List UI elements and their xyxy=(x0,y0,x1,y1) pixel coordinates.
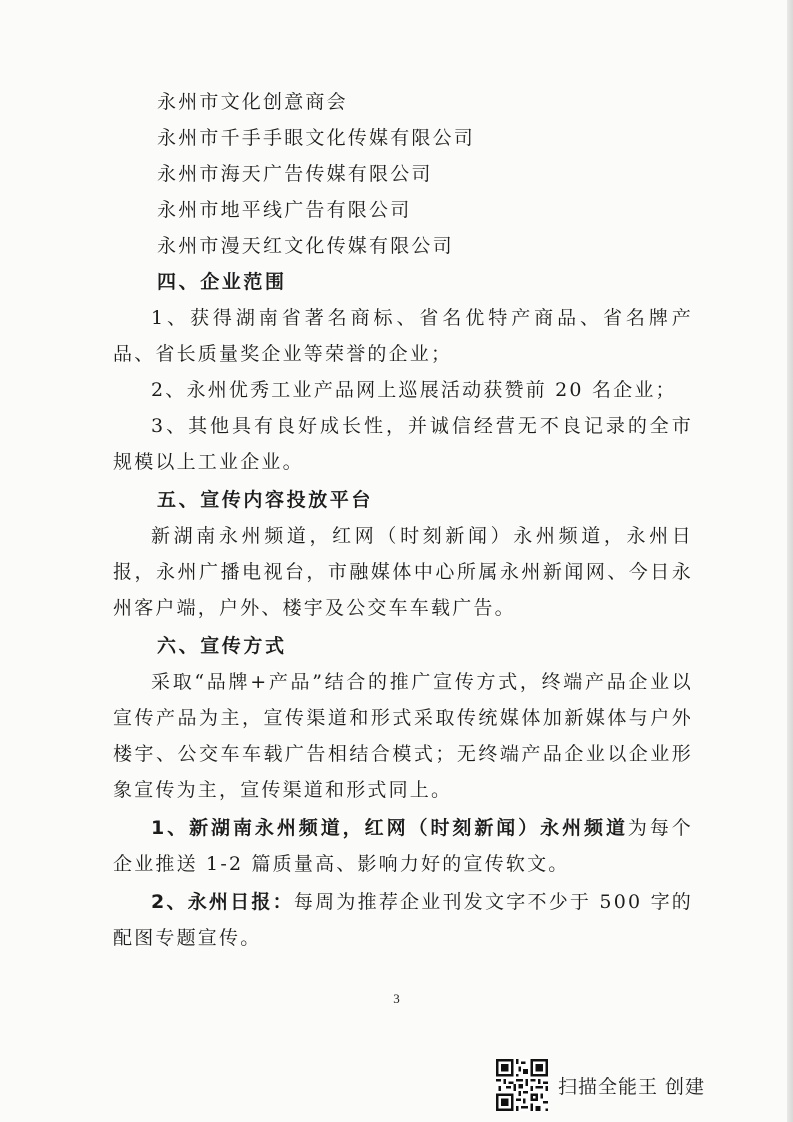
company-name: 永州市漫天红文化传媒有限公司 xyxy=(157,235,454,257)
section-6-body: 采取“品牌+产品”结合的推广宣传方式，终端产品企业以宣传产品为主，宣传渠道和形式采取传统媒体加新媒体与户外楼宇、公交车车载广告相结合模式；无终端产品企业以企业形象宣传为主，宣传渠道和形式同上。 xyxy=(113,671,693,801)
section-6-item-2-text: 每周为推荐企业刊发文字不少于 500 字的配图专题宣传。 xyxy=(113,891,694,949)
company-name: 永州市千手手眼文化传媒有限公司 xyxy=(157,127,476,149)
page-edge-shadow xyxy=(787,0,793,1122)
section-6-item-1-lead: 1、新湖南永州频道，红网（时刻新闻）永州频道 xyxy=(151,817,628,839)
section-6-item-2 xyxy=(113,884,693,956)
section-5-body: 新湖南永州频道，红网（时刻新闻）永州频道，永州日报，永州广播电视台，市融媒体中心所属永州新闻网、今日永州客户端，户外、楼宇及公交车车载广告。 xyxy=(113,525,693,619)
company-name: 永州市海天广告传媒有限公司 xyxy=(157,163,433,185)
section-5-heading: 五、宣传内容投放平台 xyxy=(157,489,374,511)
document-body xyxy=(113,84,693,956)
page-number: 3 xyxy=(393,991,400,1006)
section-4-item-2: 2、永州优秀工业产品网上巡展活动获赞前 20 名企业； xyxy=(151,379,677,401)
section-6-item-2-lead: 2、永州日报： xyxy=(151,891,294,913)
company-list xyxy=(113,84,693,264)
scanner-label: 扫描全能王 创建 xyxy=(558,1075,706,1098)
section-4-heading: 四、企业范围 xyxy=(157,271,287,293)
section-4-item-1: 1、获得湖南省著名商标、省名优特产商品、省名牌产品、省长质量奖企业等荣誉的企业； xyxy=(113,307,693,365)
section-4-item-3: 3、其他具有良好成长性，并诚信经营无不良记录的全市规模以上工业企业。 xyxy=(113,415,693,473)
qr-code-icon xyxy=(496,1059,548,1111)
company-name: 永州市文化创意商会 xyxy=(157,91,348,113)
section-6-item-1 xyxy=(113,810,693,882)
company-name: 永州市地平线广告有限公司 xyxy=(157,199,412,221)
section-6-heading: 六、宣传方式 xyxy=(157,635,287,657)
section-6-item-1-text: 为每个企业推送 1-2 篇质量高、影响力好的宣传软文。 xyxy=(113,817,694,875)
scanner-watermark xyxy=(496,1057,705,1113)
